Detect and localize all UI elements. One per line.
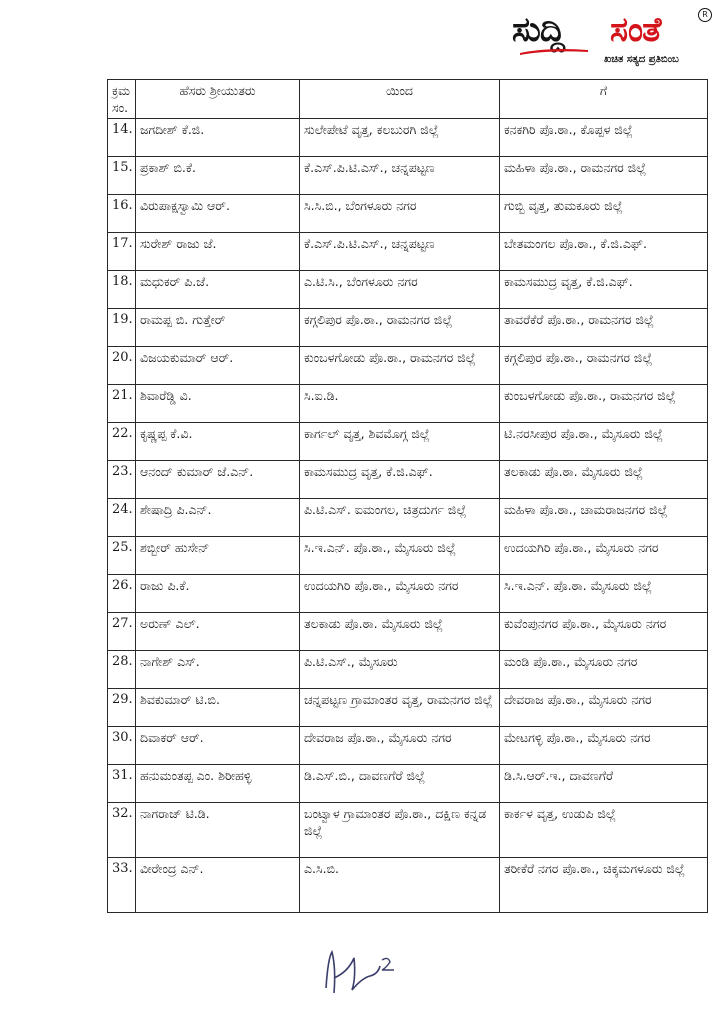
cell-to-location: ಕುಂಬಳಗೋಡು ಪೊ.ಠಾ., ರಾಮನಗರ ಜಿಲ್ಲೆ [500, 385, 708, 423]
table-row [108, 858, 708, 913]
cell-serial-no: 14. [108, 119, 136, 157]
cell-serial-no: 22. [108, 423, 136, 461]
cell-to-location: ಕುವೆಂಪುನಗರ ಪೊ.ಠಾ., ಮೈಸೂರು ನಗರ [500, 613, 708, 651]
cell-serial-no: 30. [108, 727, 136, 765]
cell-officer-name: ಸುರೇಶ್ ರಾಜು ಜೆ. [136, 233, 300, 271]
cell-officer-name: ಪ್ರಕಾಶ್ ಬಿ.ಕೆ. [136, 157, 300, 195]
cell-officer-name: ವೀರೇಂದ್ರ ಎನ್. [136, 858, 300, 913]
cell-to-location: ಮೇಟಗಳ್ಳಿ ಪೊ.ಠಾ., ಮೈಸೂರು ನಗರ [500, 727, 708, 765]
cell-to-location: ತರೀಕೆರೆ ನಗರ ಪೊ.ಠಾ., ಚಿಕ್ಕಮಗಳೂರು ಜಿಲ್ಲೆ [500, 858, 708, 913]
cell-to-location: ಟಿ.ನರಸೀಪುರ ಪೊ.ಠಾ., ಮೈಸೂರು ಜಿಲ್ಲೆ [500, 423, 708, 461]
table-row [108, 309, 708, 347]
cell-from-location: ಸಿ.ಇ.ಎನ್. ಪೊ.ಠಾ., ಮೈಸೂರು ಜಿಲ್ಲೆ [300, 537, 500, 575]
table-row [108, 233, 708, 271]
brand-logo [508, 6, 712, 68]
cell-from-location: ಸುಲೇಪೇಟೆ ವೃತ್ತ, ಕಲಬುರಗಿ ಜಿಲ್ಲೆ [300, 119, 500, 157]
cell-from-location: ಪಿ.ಟಿ.ಎಸ್. ಐಮಂಗಲ, ಚಿತ್ರದುರ್ಗ ಜಿಲ್ಲೆ [300, 499, 500, 537]
cell-from-location: ಚನ್ನಪಟ್ಟಣ ಗ್ರಾಮಾಂತರ ವೃತ್ತ, ರಾಮನಗರ ಜಿಲ್ಲೆ [300, 689, 500, 727]
cell-officer-name: ಶಬ್ಬೀರ್ ಹುಸೇನ್ [136, 537, 300, 575]
cell-from-location: ಸಿ.ಐ.ಡಿ. [300, 385, 500, 423]
cell-to-location: ಡಿ.ಸಿ.ಆರ್.ಇ., ದಾವಣಗೆರೆ [500, 765, 708, 803]
signature-mark [318, 938, 408, 998]
cell-from-location: ಡಿ.ಎಸ್.ಬಿ., ದಾವಣಗೆರೆ ಜಿಲ್ಲೆ [300, 765, 500, 803]
cell-officer-name: ವಿಜಯಕುಮಾರ್ ಆರ್. [136, 347, 300, 385]
cell-from-location: ಕಾಮಸಮುದ್ರ ವೃತ್ತ, ಕೆ.ಜಿ.ಎಫ್. [300, 461, 500, 499]
cell-officer-name: ರಾಜು ಪಿ.ಕೆ. [136, 575, 300, 613]
cell-officer-name: ಶಿವಾರೆಡ್ಡಿ ವಿ. [136, 385, 300, 423]
cell-from-location: ಉದಯಗಿರಿ ಪೊ.ಠಾ., ಮೈಸೂರು ನಗರ [300, 575, 500, 613]
table-row [108, 461, 708, 499]
cell-serial-no: 18. [108, 271, 136, 309]
cell-to-location: ಮಂಡಿ ಪೊ.ಠಾ., ಮೈಸೂರು ನಗರ [500, 651, 708, 689]
cell-officer-name: ಹನುಮಂತಪ್ಪ ಎಂ. ಶಿರೀಹಳ್ಳಿ [136, 765, 300, 803]
table-row [108, 765, 708, 803]
cell-to-location: ಮಹಿಳಾ ಪೊ.ಠಾ., ರಾಮನಗರ ಜಿಲ್ಲೆ [500, 157, 708, 195]
cell-officer-name: ಜಗದೀಶ್ ಕೆ.ಜಿ. [136, 119, 300, 157]
registered-mark-icon: R [698, 8, 712, 22]
cell-from-location: ಎ.ಟಿ.ಸಿ., ಬೆಂಗಳೂರು ನಗರ [300, 271, 500, 309]
cell-serial-no: 32. [108, 803, 136, 858]
cell-to-location: ಕಾರ್ಕಳ ವೃತ್ತ, ಉಡುಪಿ ಜಿಲ್ಲೆ [500, 803, 708, 858]
brand-name-part1: ಸುದ್ದಿ [512, 10, 564, 50]
cell-from-location: ಕಗ್ಗಲಿಪುರ ಪೊ.ಠಾ., ರಾಮನಗರ ಜಿಲ್ಲೆ [300, 309, 500, 347]
cell-serial-no: 33. [108, 858, 136, 913]
cell-from-location: ದೇವರಾಜ ಪೊ.ಠಾ., ಮೈಸೂರು ನಗರ [300, 727, 500, 765]
header-name: ಹೆಸರು ಶ್ರೀಯುತರು [136, 80, 300, 119]
cell-from-location: ಕುಂಬಳಗೋಡು ಪೊ.ಠಾ., ರಾಮನಗರ ಜಿಲ್ಲೆ [300, 347, 500, 385]
table-row [108, 499, 708, 537]
cell-serial-no: 27. [108, 613, 136, 651]
table-row [108, 347, 708, 385]
cell-from-location: ಸಿ.ಸಿ.ಬಿ., ಬೆಂಗಳೂರು ನಗರ [300, 195, 500, 233]
pen-swoosh-icon [518, 46, 590, 56]
cell-from-location: ಕೆ.ಎಸ್.ಪಿ.ಟಿ.ಎಸ್., ಚನ್ನಪಟ್ಟಣ [300, 233, 500, 271]
cell-officer-name: ಕೃಷ್ಣಪ್ಪ ಕೆ.ವಿ. [136, 423, 300, 461]
cell-officer-name: ರಾಮಪ್ಪ ಬಿ. ಗುತ್ತೇರ್ [136, 309, 300, 347]
brand-tagline: ಖಚಿತ ಸತ್ಯದ ಪ್ರತಿಬಿಂಬ [604, 54, 679, 65]
cell-serial-no: 25. [108, 537, 136, 575]
table-row [108, 195, 708, 233]
cell-serial-no: 28. [108, 651, 136, 689]
header-from: ಯಿಂದ [300, 80, 500, 119]
cell-from-location: ಪಿ.ಟಿ.ಎಸ್., ಮೈಸೂರು [300, 651, 500, 689]
brand-name-part2: ಸಂತೆ [610, 10, 661, 50]
cell-serial-no: 29. [108, 689, 136, 727]
cell-from-location: ತಲಕಾಡು ಪೊ.ಠಾ. ಮೈಸೂರು ಜಿಲ್ಲೆ [300, 613, 500, 651]
table-row [108, 119, 708, 157]
cell-to-location: ದೇವರಾಜ ಪೊ.ಠಾ., ಮೈಸೂರು ನಗರ [500, 689, 708, 727]
cell-to-location: ಉದಯಗಿರಿ ಪೊ.ಠಾ., ಮೈಸೂರು ನಗರ [500, 537, 708, 575]
cell-officer-name: ಶಿವಕುಮಾರ್ ಟಿ.ಬಿ. [136, 689, 300, 727]
cell-officer-name: ವಿರುಪಾಕ್ಷಸ್ವಾಮಿ ಆರ್. [136, 195, 300, 233]
cell-to-location: ಕಗ್ಗಲಿಪುರ ಪೊ.ಠಾ., ರಾಮನಗರ ಜಿಲ್ಲೆ [500, 347, 708, 385]
cell-to-location: ಮಹಿಳಾ ಪೊ.ಠಾ., ಚಾಮರಾಜನಗರ ಜಿಲ್ಲೆ [500, 499, 708, 537]
cell-serial-no: 16. [108, 195, 136, 233]
cell-from-location: ಎ.ಸಿ.ಬಿ. [300, 858, 500, 913]
table-row [108, 689, 708, 727]
table-row [108, 575, 708, 613]
table-header-row [108, 80, 708, 119]
cell-to-location: ಕನಕಗಿರಿ ಪೊ.ಠಾ., ಕೊಪ್ಪಳ ಜಿಲ್ಲೆ [500, 119, 708, 157]
table-row [108, 385, 708, 423]
table-row [108, 157, 708, 195]
header-to: ಗೆ [500, 80, 708, 119]
cell-officer-name: ಮಧುಕರ್ ಪಿ.ಜೆ. [136, 271, 300, 309]
table-row [108, 271, 708, 309]
table-row [108, 537, 708, 575]
cell-to-location: ಗುಬ್ಬಿ ವೃತ್ತ, ತುಮಕೂರು ಜಿಲ್ಲೆ [500, 195, 708, 233]
cell-serial-no: 19. [108, 309, 136, 347]
cell-serial-no: 21. [108, 385, 136, 423]
cell-serial-no: 17. [108, 233, 136, 271]
table-row [108, 613, 708, 651]
cell-serial-no: 31. [108, 765, 136, 803]
cell-serial-no: 15. [108, 157, 136, 195]
cell-serial-no: 20. [108, 347, 136, 385]
cell-to-location: ಸಿ.ಇ.ಎನ್. ಪೊ.ಠಾ. ಮೈಸೂರು ಜಿಲ್ಲೆ [500, 575, 708, 613]
cell-to-location: ಬೇತಮಂಗಲ ಪೊ.ಠಾ., ಕೆ.ಜಿ.ಎಫ್. [500, 233, 708, 271]
cell-officer-name: ಅರುಣ್ ಎಲ್. [136, 613, 300, 651]
cell-officer-name: ಆನಂದ್ ಕುಮಾರ್ ಜೆ.ಎನ್. [136, 461, 300, 499]
header-serial-no: ಕ್ರಮ ಸಂ. [108, 80, 136, 119]
cell-officer-name: ದಿವಾಕರ್ ಆರ್. [136, 727, 300, 765]
cell-serial-no: 24. [108, 499, 136, 537]
cell-to-location: ತಲಕಾಡು ಪೊ.ಠಾ. ಮೈಸೂರು ಜಿಲ್ಲೆ [500, 461, 708, 499]
table-row [108, 651, 708, 689]
table-row [108, 727, 708, 765]
table-row [108, 803, 708, 858]
transfer-table [107, 79, 708, 913]
cell-officer-name: ಶೇಷಾದ್ರಿ ಪಿ.ಎನ್. [136, 499, 300, 537]
cell-serial-no: 23. [108, 461, 136, 499]
cell-officer-name: ನಾಗೇಶ್ ಎಸ್. [136, 651, 300, 689]
cell-to-location: ತಾವರೆಕೆರೆ ಪೊ.ಠಾ., ರಾಮನಗರ ಜಿಲ್ಲೆ [500, 309, 708, 347]
cell-from-location: ಕೆ.ಎಸ್.ಪಿ.ಟಿ.ಎಸ್., ಚನ್ನಪಟ್ಟಣ [300, 157, 500, 195]
cell-from-location: ಕಾರ್ಗಲ್ ವೃತ್ತ, ಶಿವಮೊಗ್ಗ ಜಿಲ್ಲೆ [300, 423, 500, 461]
cell-serial-no: 26. [108, 575, 136, 613]
cell-from-location: ಬಂಟ್ವಾಳ ಗ್ರಾಮಾಂತರ ಪೊ.ಠಾ., ದಕ್ಷಿಣ ಕನ್ನಡ ಜಿಲ್ಲೆ [300, 803, 500, 858]
cell-officer-name: ನಾಗರಾಜ್ ಟಿ.ಡಿ. [136, 803, 300, 858]
table-row [108, 423, 708, 461]
cell-to-location: ಕಾಮಸಮುದ್ರ ವೃತ್ತ, ಕೆ.ಜಿ.ಎಫ್. [500, 271, 708, 309]
